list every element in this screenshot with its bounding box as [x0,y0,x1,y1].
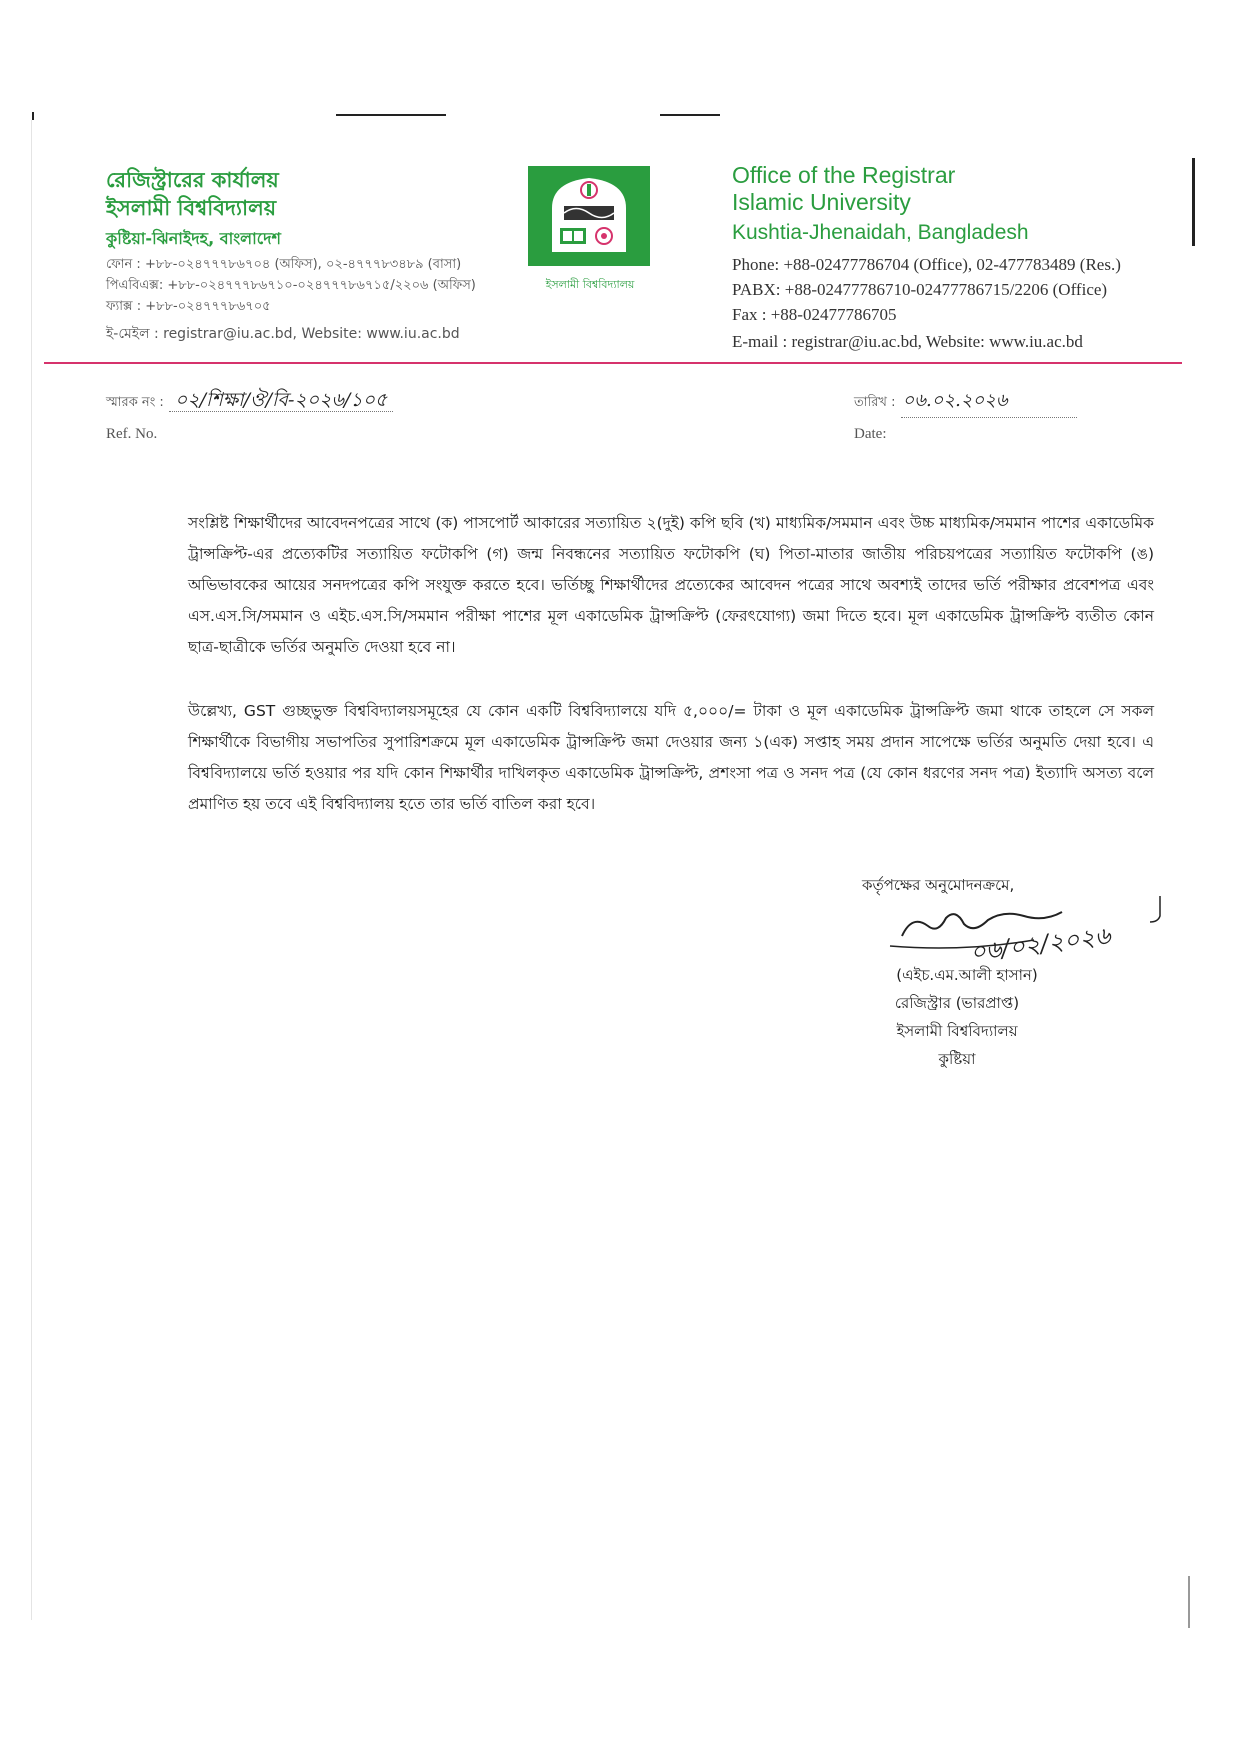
phone-en: Phone: +88-02477786704 (Office), 02-477783489 (Res.) [732,255,1121,274]
date-label-en: Date: [854,426,887,442]
location-bn: কুষ্টিয়া-ঝিনাইদহ, বাংলাদেশ [106,229,282,248]
signatory-designation: রেজিস্ট্রার (ভারপ্রাপ্ত) [894,994,1020,1012]
pabx-bn: পিএবিএক্স: +৮৮-০২৪৭৭৭৮৬৭১০-০২৪৭৭৭৮৬৭১৫/২২০৬ (অফিস) [106,278,476,293]
pabx-en: PABX: +88-02477786710-02477786715/2206 (Office) [732,280,1108,299]
body-paragraph-1: সংশ্লিষ্ট শিক্ষার্থীদের আবেদনপত্রের সাথে (ক) পাসপোর্ট আকারের সত্যায়িত ২(দুই) কপি ছবি (খ) মাধ্যমিক/সমমান এবং উচ্চ মাধ্যমিক/সমমান পাশের একাডেমিক ট্রান্সক্রিপ্ট-এর প্রত্যেকটির সত্যায়িত ফটোকপি (গ) জন্ম নিবন্ধনের সত্যায়িত ফটোকপি (ঘ) পিতা-মাতার জাতীয় পরিচয়পত্রের সত্যায়িত ফটোকপি (ঙ) অভিভাবকের আয়ের সনদপত্রের কপি সংযুক্ত করতে হবে। ভর্তিচ্ছু শিক্ষার্থীদের প্রত্যেকের আবেদন পত্রের সাথে অবশ্যই তাদের ভর্তি পরীক্ষার প্রবেশপত্র এবং এস.এস.সি/সমমান ও এইচ.এস.সি/সমমান পরীক্ষা পাশের মূল একাডেমিক ট্রান্সক্রিপ্ট (ফেরৎযোগ্য) জমা দিতে হবে। মূল একাডেমিক ট্রান্সক্রিপ্ট ব্যতীত কোন ছাত্র-ছাত্রীকে ভর্তির অনুমতি দেওয়া হবে না। [188,514,1154,656]
date-block [854,386,1094,443]
scan-mark-left-edge [31,120,32,1620]
reference-label-bn: স্মারক নং : [106,395,164,410]
header-bn [106,166,506,347]
university-logo-emblem [528,166,650,266]
body-paragraph-2: উল্লেখ্য, GST গুচ্ছভুক্ত বিশ্ববিদ্যালয়সমূহের যে কোন একটি বিশ্ববিদ্যালয়ে যদি ৫,০০০/= টাকা ও মূল একাডেমিক ট্রান্সক্রিপ্ট জমা থাকে তাহলে সে সকল শিক্ষার্থীকে বিভাগীয় সভাপতির সুপারিশক্রমে মূল একাডেমিক ট্রান্সক্রিপ্ট জমা দেওয়ার জন্য ১(এক) সপ্তাহ সময় প্রদান সাপেক্ষে ভর্তির অনুমতি দেয়া হবে। এ বিশ্ববিদ্যালয়ে ভর্তি হওয়ার পর যদি কোন শিক্ষার্থীর দাখিলকৃত একাডেমিক ট্রান্সক্রিপ্ট, প্রশংসা পত্র ও সনদ পত্র (যে কোন ধরণের সনদ পত্র) ইত্যাদি অসত্য বলে প্রমাণিত হয় তবে এই বিশ্ববিদ্যালয় হতে তার ভর্তি বাতিল করা হবে। [188,702,1154,813]
office-title-en: Office of the Registrar [732,162,956,188]
office-title-bn: রেজিস্ট্রারের কার্যালয় [106,168,279,192]
university-title-en: Islamic University [732,189,911,215]
scan-mark-top-1 [336,114,446,116]
fax-en: Fax : +88-02477786705 [732,305,897,324]
scan-mark-right [1192,158,1195,246]
reference-block [106,386,506,443]
fax-bn: ফ্যাক্স : +৮৮-০২৪৭৭৭৮৬৭০৫ [106,299,271,314]
signatory-institution: ইসলামী বিশ্ববিদ্যালয় [896,1022,1018,1040]
logo-caption: ইসলামী বিশ্ববিদ্যালয় [545,278,635,291]
university-logo [528,166,650,266]
phone-bn: ফোন : +৮৮-০২৪৭৭৭৮৬৭০৪ (অফিস), ০২-৪৭৭৭৮৩৪৮৯ (বাসা) [106,257,462,272]
location-en: Kushtia-Jhenaidah, Bangladesh [732,221,1029,244]
scan-mark-left [32,112,34,120]
signature-date: ০৬/০২/২০২৬ [968,921,1112,967]
email-bn: ই-মেইল : registrar@iu.ac.bd, Website: www.iu.ac.bd [106,326,460,342]
approval-line: কর্তৃপক্ষের অনুমোদনক্রমে, [862,876,1015,894]
email-en: E-mail : registrar@iu.ac.bd, Website: www.iu.ac.bd [732,332,1083,351]
signatory-name: (এইচ.এম.আলী হাসান) [896,966,1038,984]
reference-number: ০২/শিক্ষা/ঔ/বি-২০২৬/১০৫ [169,389,393,412]
date-label-bn: তারিখ : [854,395,896,410]
scan-mark-right-bottom [1188,1576,1190,1628]
signatory-place: কুষ্টিয়া [938,1050,976,1068]
date-value: ০৬.০২.২০২৬ [901,386,1077,418]
university-title-bn: ইসলামী বিশ্ববিদ্যালয় [106,196,277,220]
header-divider [44,362,1182,364]
reference-label-en: Ref. No. [106,426,158,442]
scan-mark-top-2 [660,114,720,116]
header-en [732,162,1162,355]
